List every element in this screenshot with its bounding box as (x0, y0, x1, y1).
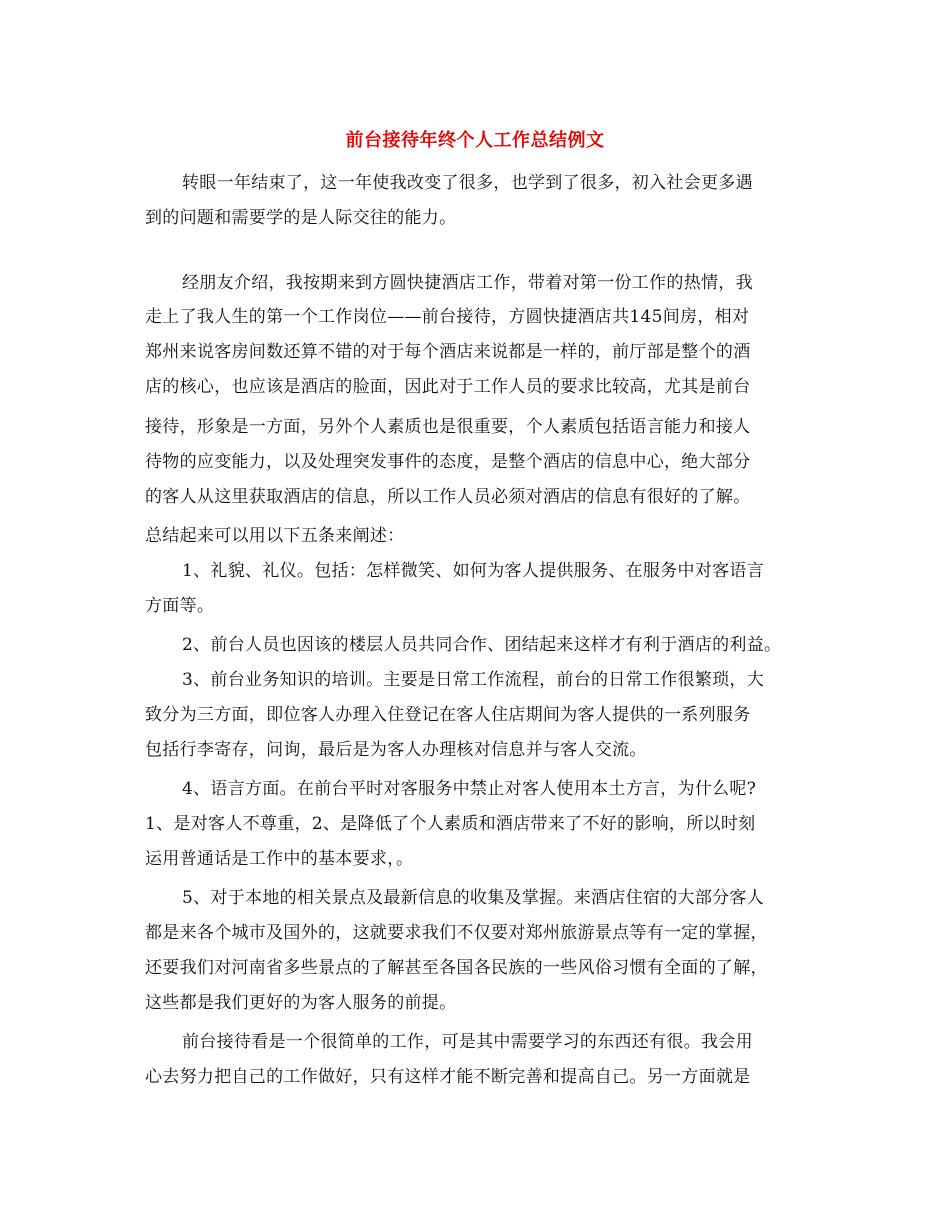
text-line: 经朋友介绍，我按期来到方圆快捷酒店工作，带着对第一份工作的热情，我 (182, 273, 753, 293)
text-line: 前台接待看是一个很简单的工作，可是其中需要学习的东西还有很。我会用 (182, 1032, 753, 1052)
text-line: 的客人从这里获取酒店的信息，所以工作人员必须对酒店的信息有很好的了解。 (145, 487, 751, 507)
text-line: 致分为三方面，即位客人办理入住登记在客人住店期间为客人提供的一系列服务 (145, 705, 751, 725)
text-line: 走上了我人生的第一个工作岗位——前台接待，方圆快捷酒店共145间房，相对 (145, 307, 750, 327)
text-line: 心去努力把自己的工作做好，只有这样才能不断完善和提高自己。另一方面就是 (145, 1067, 751, 1087)
text-line: 郑州来说客房间数还算不错的对于每个酒店来说都是一样的，前厅部是整个的酒 (145, 342, 751, 362)
text-line: 接待，形象是一方面，另外个人素质也是很重要，个人素质包括语言能力和接人 (145, 417, 751, 437)
text-line: 店的核心，也应该是酒店的脸面，因此对于工作人员的要求比较高，尤其是前台 (145, 377, 751, 397)
text-line: 总结起来可以用以下五条来阐述： (145, 526, 405, 546)
text-line: 转眼一年结束了，这一年使我改变了很多，也学到了很多，初入社会更多遇 (182, 173, 753, 193)
text-line: 1、礼貌、礼仪。包括：怎样微笑、如何为客人提供服务、在服务中对客语言 (182, 561, 765, 581)
document-title: 前台接待年终个人工作总结例文 (345, 130, 605, 151)
text-line: 还要我们对河南省多些景点的了解甚至各国各民族的一些风俗习惯有全面的了解， (145, 958, 768, 978)
text-line: 待物的应变能力，以及处理突发事件的态度，是整个酒店的信息中心，绝大部分 (145, 452, 751, 472)
text-line: 2、前台人员也因该的楼层人员共同合作、团结起来这样才有利于酒店的利益。 (182, 635, 782, 655)
text-line: 都是来各个城市及国外的，这就要求我们不仅要对郑州旅游景点等有一定的掌握， (145, 923, 768, 943)
text-line: 4、语言方面。在前台平时对客服务中禁止对客人使用本土方言，为什么呢? (182, 779, 757, 799)
text-line: 5、对于本地的相关景点及最新信息的收集及掌握。来酒店住宿的大部分客人 (182, 888, 765, 908)
text-line: 1、是对客人不尊重，2、是降低了个人素质和酒店带来了不好的影响，所以时刻 (145, 814, 756, 834)
text-line: 这些都是我们更好的为客人服务的前提。 (145, 993, 457, 1013)
text-line: 运用普通话是工作中的基本要求，。 (145, 849, 414, 869)
text-line: 包括行李寄存，问询，最后是为客人办理核对信息并与客人交流。 (145, 740, 647, 760)
text-line: 到的问题和需要学的是人际交往的能力。 (145, 208, 457, 228)
text-line: 方面等。 (145, 596, 215, 616)
text-line: 3、前台业务知识的培训。主要是日常工作流程，前台的日常工作很繁琐，大 (182, 670, 765, 690)
